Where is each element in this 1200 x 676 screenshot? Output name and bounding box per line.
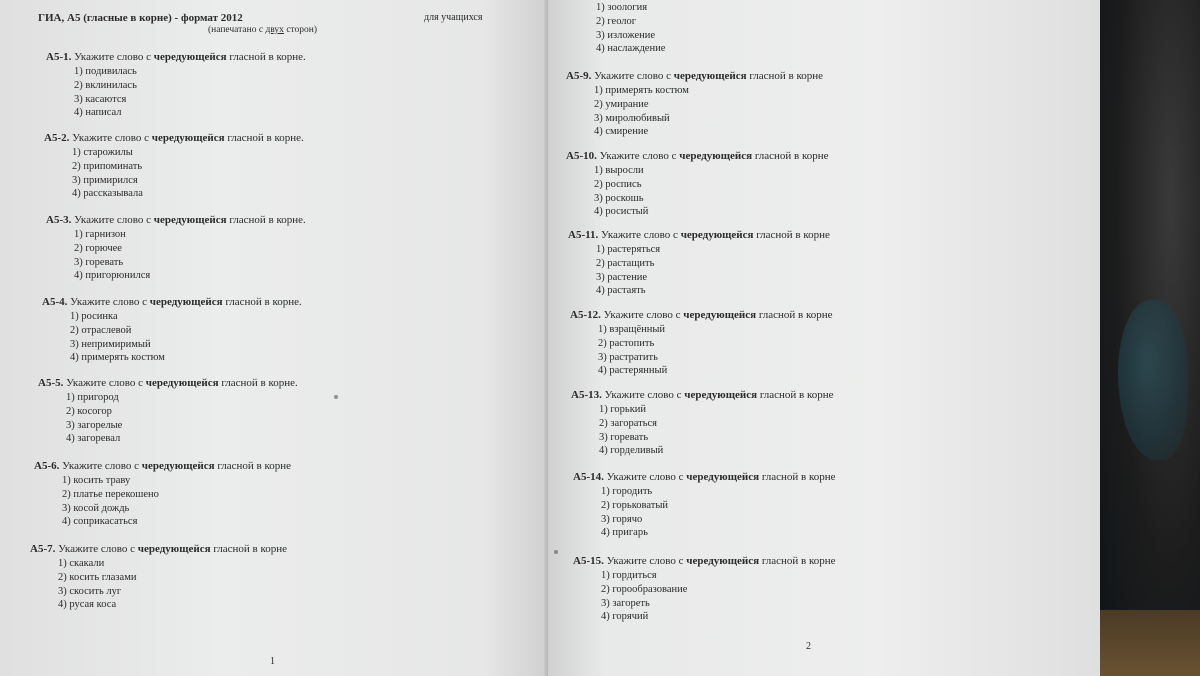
question-prompt — [573, 555, 836, 568]
answer-option: 3) горевать — [74, 256, 124, 268]
answer-option: 1) горький — [599, 404, 647, 415]
prompt-text-end: гласной в корне — [757, 389, 834, 401]
question-prompt — [573, 471, 836, 484]
answer-option: 3) касаются — [74, 93, 127, 105]
answer-option: 4) примерять костюм — [70, 352, 165, 364]
options-list — [66, 391, 298, 446]
audience-label: для учащихся — [424, 12, 483, 23]
answer-option: 3) примирился — [72, 174, 138, 186]
answer-option: 3) изложение — [596, 29, 656, 41]
question-prompt — [34, 460, 291, 473]
print-note-end: сторон) — [283, 25, 318, 35]
question-block — [571, 389, 834, 458]
options-list — [594, 84, 823, 139]
prompt-highlight: чередующейся — [683, 309, 757, 321]
prompt-text: Укажите слово с — [74, 214, 154, 226]
prompt-text: Укажите слово с — [74, 51, 154, 63]
question-number: А5-1. — [46, 51, 72, 63]
answer-option: 2) горючее — [74, 242, 122, 254]
answer-option: 3) загореть — [601, 597, 650, 609]
prompt-text: Укажите слово с — [66, 377, 146, 389]
question-block — [566, 70, 823, 139]
prompt-highlight: чередующейся — [151, 132, 225, 144]
answer-option: 3) косой дождь — [62, 502, 130, 514]
question-block — [570, 309, 833, 378]
answer-option: 4) горделивый — [599, 445, 664, 457]
question-number: А5-5. — [38, 377, 64, 389]
answer-option: 4) соприкасаться — [62, 516, 138, 528]
prompt-text-end: гласной в корне — [759, 555, 836, 567]
question-number: А5-3. — [46, 214, 72, 226]
print-note-start: (напечатано с — [208, 25, 266, 35]
prompt-text: Укажите слово с — [58, 543, 138, 555]
options-list — [72, 146, 304, 201]
answer-option: 1) гордиться — [601, 570, 657, 581]
question-number: А5-7. — [30, 543, 56, 555]
options-list — [70, 310, 302, 365]
prompt-text-end: гласной в корне — [214, 460, 292, 472]
prompt-text: Укажите слово с — [72, 132, 152, 144]
question-prompt — [568, 229, 830, 242]
answer-option: 4) пригорюнился — [74, 270, 151, 282]
answer-option: 4) смирение — [594, 126, 649, 138]
question-prompt — [566, 70, 823, 83]
page-number-left: 1 — [270, 656, 275, 667]
prompt-text-end: гласной в корне. — [222, 296, 302, 308]
question-prompt — [42, 296, 302, 309]
question-number: А5-12. — [570, 309, 601, 321]
question-number: А5-6. — [34, 460, 60, 472]
options-list — [596, 243, 830, 298]
question-number: А5-15. — [573, 555, 604, 567]
answer-option: 4) горячий — [601, 611, 649, 623]
answer-option: 1) городить — [601, 486, 653, 497]
right-page — [548, 0, 1100, 676]
wooden-surface — [1100, 610, 1200, 676]
answer-option: 1) подивилась — [74, 66, 137, 77]
question-block — [44, 132, 304, 201]
question-prompt — [566, 150, 829, 163]
answer-option: 2) косить глазами — [58, 571, 137, 583]
question-number: А5-10. — [566, 150, 597, 162]
prompt-text: Укажите слово с — [70, 296, 150, 308]
prompt-text-end: гласной в корне — [759, 471, 836, 483]
answer-option: 1) косить траву — [62, 475, 131, 486]
answer-option: 2) горьковатый — [601, 499, 668, 511]
question-block — [46, 51, 306, 120]
options-list — [601, 569, 836, 624]
answer-option: 1) примерять костюм — [594, 85, 689, 96]
question-block — [566, 150, 829, 219]
answer-option: 2) растащить — [596, 257, 655, 269]
question-block — [568, 229, 830, 298]
answer-option: 2) платье перекошено — [62, 488, 159, 500]
answer-option: 2) роспись — [594, 178, 642, 190]
question-block — [30, 543, 287, 612]
prompt-text-end: гласной в корне. — [218, 377, 298, 389]
page-number-right: 2 — [806, 641, 811, 652]
answer-option: 2) загораться — [599, 417, 657, 429]
options-list — [599, 403, 834, 458]
question-number: А5-13. — [571, 389, 602, 401]
prompt-text-end: гласной в корне. — [226, 214, 306, 226]
question-prompt — [46, 214, 306, 227]
prompt-text: Укажите слово с — [601, 229, 681, 241]
prompt-text-end: гласной в корне — [210, 543, 288, 555]
print-note-underlined: двух — [265, 25, 284, 35]
options-list — [62, 474, 291, 529]
prompt-highlight: чередующейся — [673, 70, 747, 82]
question-block — [573, 555, 836, 624]
question-number: А5-9. — [566, 70, 592, 82]
answer-option: 1) взращённый — [598, 324, 666, 335]
prompt-text: Укажите слово с — [62, 460, 142, 472]
answer-option: 1) росинка — [70, 311, 118, 322]
answer-option: 3) растение — [596, 271, 648, 283]
prompt-text-end: гласной в корне — [746, 70, 824, 82]
answer-option: 3) растратить — [598, 351, 658, 363]
prompt-highlight: чередующейся — [141, 460, 215, 472]
answer-option: 1) гарнизон — [74, 229, 126, 240]
prompt-text: Укажите слово с — [603, 309, 684, 321]
answer-option: 2) горообразование — [601, 583, 688, 595]
options-list — [74, 65, 306, 120]
prompt-highlight: чередующейся — [686, 471, 760, 483]
answer-option: 4) русая коса — [58, 599, 117, 611]
answer-option: 1) старожилы — [72, 147, 133, 158]
pencil-mark — [334, 395, 338, 399]
question-block — [46, 214, 306, 283]
prompt-highlight: чередующейся — [153, 51, 227, 63]
prompt-text-end: гласной в корне. — [224, 132, 304, 144]
question-number: А5-4. — [42, 296, 68, 308]
answer-option: 1) растеряться — [596, 244, 661, 255]
options-list — [594, 164, 829, 219]
question-block — [38, 377, 298, 446]
answer-option: 2) косогор — [66, 405, 112, 417]
question-number: А5-2. — [44, 132, 70, 144]
left-page — [0, 0, 548, 676]
prompt-text-end: гласной в корне — [752, 150, 829, 162]
answer-option: 4) росистый — [594, 206, 649, 218]
question-prompt — [570, 309, 833, 322]
question-prompt — [46, 51, 306, 64]
question-prompt — [44, 132, 304, 145]
answer-option: 4) загоревал — [66, 433, 121, 445]
answer-option: 3) скосить луг — [58, 585, 122, 597]
question-number: А5-11. — [568, 229, 599, 241]
options-list — [596, 1, 665, 56]
question-number: А5-14. — [573, 471, 604, 483]
prompt-text: Укажите слово с — [606, 555, 687, 567]
prompt-text: Укажите слово с — [604, 389, 685, 401]
question-block — [34, 460, 291, 529]
prompt-text: Укажите слово с — [599, 150, 680, 162]
prompt-text-end: гласной в корне — [753, 229, 830, 241]
print-note — [208, 25, 317, 35]
plant-leaf — [1118, 300, 1188, 460]
answer-option: 4) рассказывала — [72, 188, 143, 200]
prompt-highlight: чередующейся — [680, 229, 754, 241]
answer-option: 3) загорелые — [66, 419, 123, 431]
answer-option: 1) скакали — [58, 558, 105, 569]
document-title: ГИА, А5 (гласные в корне) - формат 2012 — [38, 12, 243, 24]
options-list — [58, 557, 287, 612]
question-prompt — [30, 543, 287, 556]
prompt-highlight: чередующейся — [684, 389, 758, 401]
options-list — [601, 485, 836, 540]
prompt-highlight: чередующейся — [153, 214, 227, 226]
prompt-highlight: чередующейся — [145, 377, 219, 389]
answer-option: 4) написал — [74, 107, 122, 119]
options-list — [74, 228, 306, 283]
answer-option: 4) наслаждение — [596, 43, 666, 55]
answer-option: 1) выросли — [594, 165, 644, 176]
prompt-highlight: чередующейся — [137, 543, 211, 555]
prompt-highlight: чередующейся — [679, 150, 753, 162]
answer-option: 2) вклинилась — [74, 79, 137, 91]
question-block — [42, 296, 302, 365]
cut-off-question-8 — [566, 0, 665, 56]
answer-option: 3) роскошь — [594, 192, 644, 204]
answer-option: 3) горевать — [599, 431, 649, 443]
prompt-highlight: чередующейся — [686, 555, 760, 567]
background-surface — [1100, 0, 1200, 676]
answer-option: 1) пригород — [66, 392, 119, 403]
answer-option: 4) растаять — [596, 285, 646, 297]
question-block — [573, 471, 836, 540]
prompt-text-end: гласной в корне — [756, 309, 833, 321]
answer-option: 3) непримиримый — [70, 338, 151, 350]
options-list — [598, 323, 833, 378]
prompt-highlight: чередующейся — [149, 296, 223, 308]
question-prompt — [38, 377, 298, 390]
prompt-text: Укажите слово с — [594, 70, 674, 82]
pencil-mark — [554, 550, 558, 554]
answer-option: 2) геолог — [596, 15, 637, 27]
answer-option: 3) горячо — [601, 513, 643, 525]
question-prompt — [571, 389, 834, 402]
answer-option: 2) умирание — [594, 98, 649, 110]
answer-option: 2) растопить — [598, 337, 655, 349]
answer-option: 3) миролюбивый — [594, 112, 670, 124]
answer-option: 2) отраслевой — [70, 324, 132, 336]
answer-option: 1) зоология — [596, 2, 648, 13]
answer-option: 4) пригарь — [601, 527, 648, 539]
prompt-text-end: гласной в корне. — [226, 51, 306, 63]
prompt-text: Укажите слово с — [606, 471, 687, 483]
answer-option: 4) растерянный — [598, 365, 668, 377]
answer-option: 2) припоминать — [72, 160, 143, 172]
